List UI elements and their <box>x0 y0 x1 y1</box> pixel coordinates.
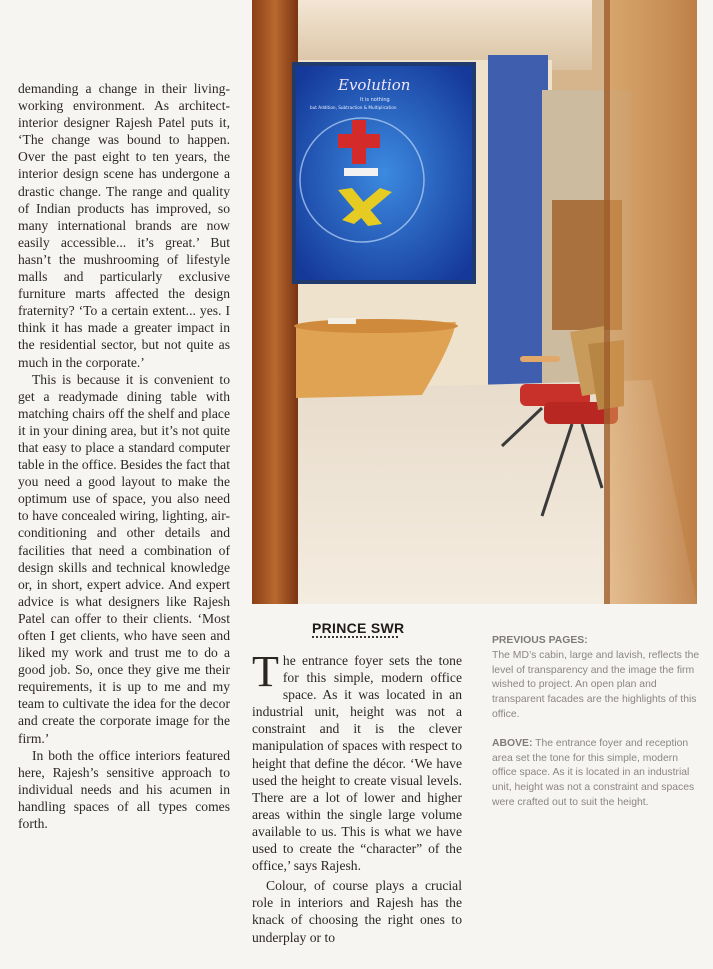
article-paragraph-lead <box>252 647 462 874</box>
article-paragraph: In both the office interiors featured here, Rajesh’s sensitive approach to individual needs and his acumen in handling spaces of all types comes forth. <box>18 747 230 832</box>
office-foyer-photo <box>252 0 697 604</box>
lead-text: he entrance foyer sets the tone for this simple, modern office space. As it was located in an industrial unit, height was not a constraint and it is the clever manipulation of spaces with respect to height that define the décor. ‘We have used the height to create visual levels. There are a lot of lower and higher areas within the single large volume available to us. This is what we have used to create the “character” of the office,’ says Rajesh. <box>252 653 462 874</box>
painting-subtitle2-text: but Addition, Subtraction & Multiplication <box>310 105 397 110</box>
caption-previous-pages <box>492 634 702 723</box>
caption-text: The entrance foyer and reception area set the tone for this simple, modern office space. As it is located in an industrial unit, height was not a constraint and spaces were crafted out to suit the height. <box>492 737 695 808</box>
left-article-column <box>18 80 230 832</box>
article-paragraph: Colour, of course plays a crucial role in interiors and Rajesh has the knack of choosing the right ones to underplay or to <box>252 878 462 945</box>
wood-pillar-left <box>252 0 298 604</box>
blue-wall <box>488 55 548 395</box>
glass-partition <box>604 0 697 604</box>
article-paragraph: This is because it is convenient to get a readymade dining table with matching chairs off the shelf and place it in your dining area, but it’s not quite that easy to place a standard computer table in the office. Besides the fact that you need a good layout to make the optimum use of space, you also need to have concealed wiring, lighting, air-conditioning and other details and facilities that need a combination of design skills and technical knowledge or, in short, expert advice. And expert advice is what designers like Rajesh Patel can offer to their clients. ‘Most often I get clients, who have seen and liked my work and trust me to do a good job. So, once they give me their requirements, it is up to me and my team to cultivate the idea for the decor and create the corporate image for the firm.’ <box>18 371 230 746</box>
drop-cap: T <box>252 647 279 696</box>
photo-credit: PRINCE SWR <box>312 620 405 636</box>
painting-title-text: Evolution <box>338 76 411 94</box>
photo-illustration <box>252 0 697 604</box>
caption-above <box>492 737 702 811</box>
middle-article-column <box>252 647 462 946</box>
caption-label: PREVIOUS PAGES: <box>492 635 588 646</box>
caption-text: The MD’s cabin, large and lavish, reflects the level of transparency and the image the firm wished to project. An open plan and transparent facades are the highlights of this office. <box>492 649 700 720</box>
caption-label: ABOVE: <box>492 737 533 749</box>
photo-captions <box>492 634 702 811</box>
credit-underline <box>312 636 398 640</box>
painting-subtitle-text: It is nothing <box>360 97 390 103</box>
article-paragraph: demanding a change in their living-working environment. As architect-interior designer Rajesh Patel puts it, ‘The change was bound to happen. Over the past eight to ten years, the interior design scene has undergone a drastic change. The range and quality of Indian products has improved, so many international brands are now easily accessible... it’s great.’ But hasn’t the mushrooming of lifestyle malls and particularly exclusive furniture marts affected the design fraternity? ‘To a certain extent... yes. I think it has made a greater impact in the residential sector, but not quite as much in the corporate.’ <box>18 81 230 370</box>
